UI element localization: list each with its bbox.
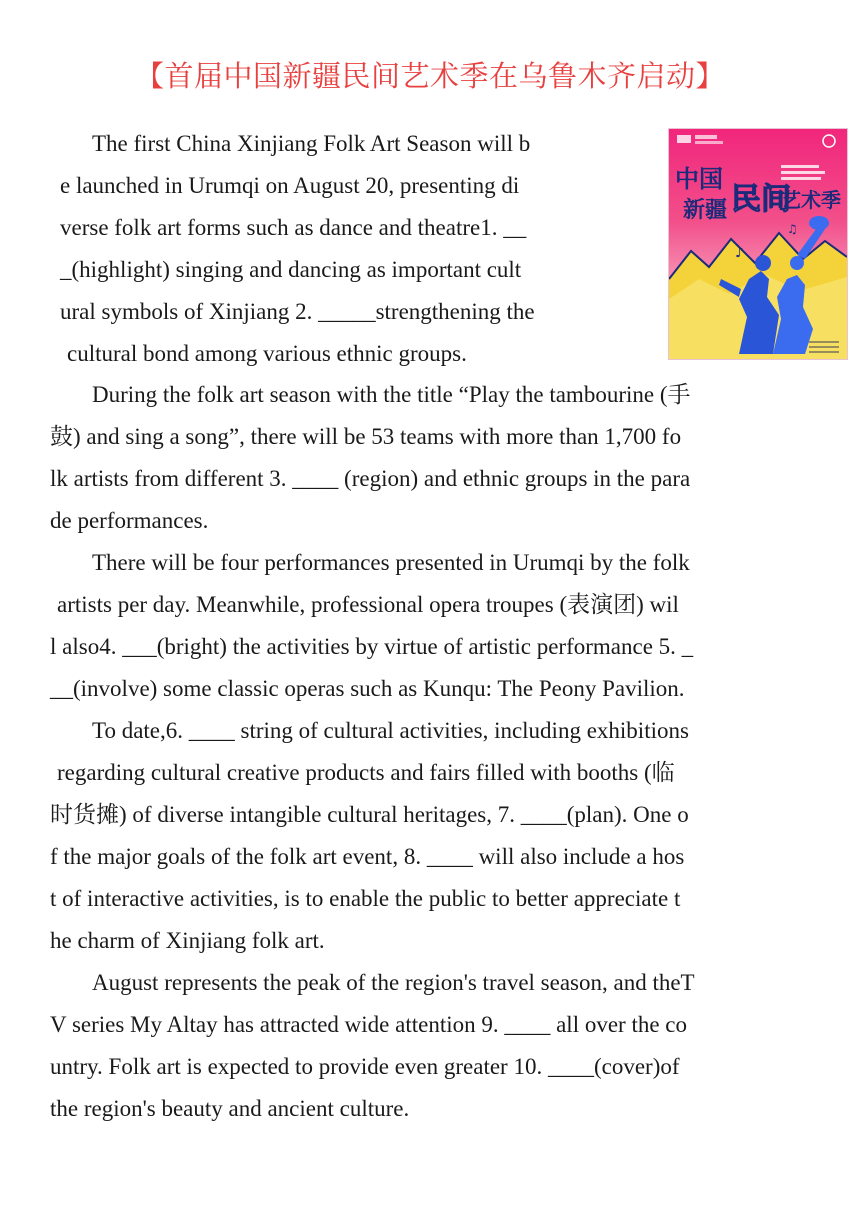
text-line: regarding cultural creative products and fairs filled with booths (临	[57, 760, 675, 785]
text-line: de performances.	[50, 508, 209, 533]
text-line: August represents the peak of the region's travel season, and theT	[92, 970, 695, 995]
text-line: The first China Xinjiang Folk Art Season will b	[92, 131, 531, 156]
text-line: t of interactive activities, is to enable the public to better appreciate t	[50, 886, 681, 911]
text-line: During the folk art season with the title “Play the tambourine (手	[92, 382, 691, 407]
text-line: 鼓) and sing a song”, there will be 53 teams with more than 1,700 fo	[50, 424, 682, 449]
poster-caption-line-1: 中国	[675, 165, 723, 193]
text-line: lk artists from different 3. ____ (region) and ethnic groups in the para	[50, 466, 691, 491]
text-line: l also4. ___(bright) the activities by virtue of artistic performance 5. _	[50, 634, 694, 659]
text-line: V series My Altay has attracted wide attention 9. ____ all over the co	[50, 1012, 688, 1037]
page-title: 【首届中国新疆民间艺术季在乌鲁木齐启动】	[134, 59, 725, 93]
poster-caption-line-3: 民间	[731, 182, 791, 217]
poster-illustration	[669, 129, 847, 359]
text-line: _(highlight) singing and dancing as important cult	[60, 257, 522, 282]
text-line: artists per day. Meanwhile, professional opera troupes (表演团) wil	[57, 592, 679, 617]
svg-text:♪: ♪	[735, 245, 744, 261]
text-line: cultural bond among various ethnic groups.	[67, 341, 467, 366]
festival-poster-image	[668, 128, 848, 360]
text-line: the region's beauty and ancient culture.	[50, 1096, 410, 1121]
text-line: There will be four performances presented in Urumqi by the folk	[92, 550, 690, 575]
text-line: ural symbols of Xinjiang 2. _____strengthening the	[60, 299, 535, 324]
svg-text:♫: ♫	[787, 222, 798, 236]
text-line: untry. Folk art is expected to provide even greater 10. ____(cover)of	[50, 1054, 680, 1079]
text-line: To date,6. ____ string of cultural activities, including exhibitions	[92, 718, 689, 743]
text-line: e launched in Urumqi on August 20, presenting di	[60, 173, 520, 198]
poster-caption-line-4: 艺术季	[781, 188, 841, 212]
text-line: he charm of Xinjiang folk art.	[50, 928, 325, 953]
poster-caption-line-2: 新疆	[683, 198, 728, 223]
text-line: f the major goals of the folk art event, 8. ____ will also include a hos	[50, 844, 685, 869]
text-line: verse folk art forms such as dance and theatre1. __	[60, 215, 527, 240]
text-line: __(involve) some classic operas such as Kunqu: The Peony Pavilion.	[50, 676, 685, 701]
text-line: 时货摊) of diverse intangible cultural heritages, 7. ____(plan). One o	[50, 802, 689, 827]
